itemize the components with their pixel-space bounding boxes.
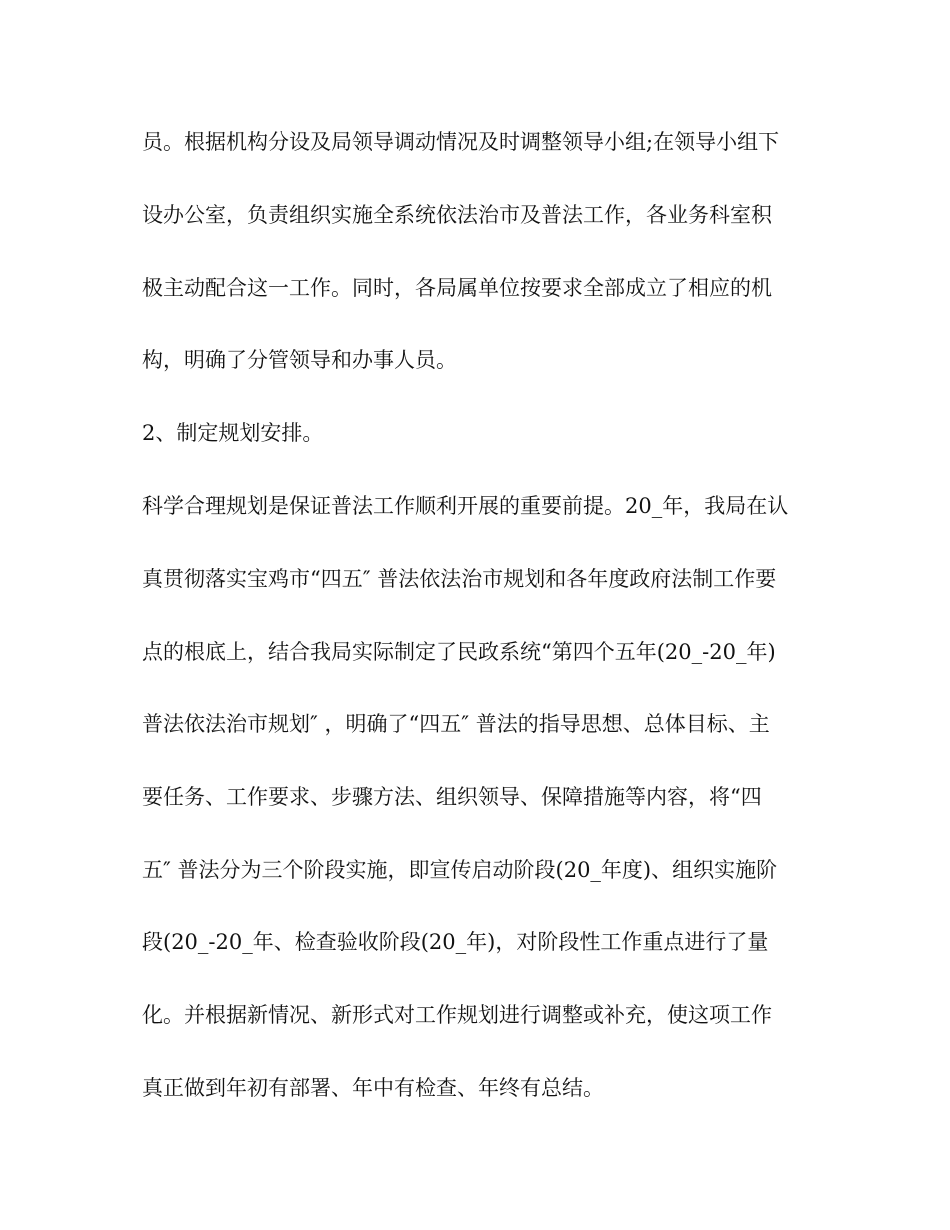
paragraph-line-7: 真贯彻落实宝鸡市“四五″ 普法依法治市规划和各年度政府法制工作要 bbox=[142, 567, 777, 591]
paragraph-line-9: 普法依法治市规划″ ，明确了“四五″ 普法的指导思想、总体目标、主 bbox=[142, 712, 770, 736]
paragraph-line-12: 段(20_-20_年、检查验收阶段(20_年)，对阶段性工作重点进行了量 bbox=[142, 930, 769, 954]
paragraph-line-1: 员。根据机构分设及局领导调动情况及时调整领导小组;在领导小组下 bbox=[142, 130, 780, 154]
paragraph-line-8: 点的根底上，结合我局实际制定了民政系统“第四个五年(20_-20_年) bbox=[142, 640, 776, 664]
paragraph-line-14: 真正做到年初有部署、年中有检查、年终有总结。 bbox=[142, 1076, 604, 1100]
paragraph-line-2: 设办公室，负责组织实施全系统依法治市及普法工作，各业务科室积 bbox=[142, 203, 772, 227]
paragraph-line-13: 化。并根据新情况、新形式对工作规划进行调整或补充，使这项工作 bbox=[142, 1003, 772, 1027]
paragraph-line-11: 五″ 普法分为三个阶段实施，即宣传启动阶段(20_年度)、组织实施阶 bbox=[142, 858, 778, 882]
paragraph-line-6: 科学合理规划是保证普法工作顺利开展的重要前提。20_年，我局在认 bbox=[142, 494, 789, 518]
paragraph-line-3: 极主动配合这一工作。同时，各局属单位按要求全部成立了相应的机 bbox=[142, 276, 772, 300]
paragraph-line-10: 要任务、工作要求、步骤方法、组织领导、保障措施等内容，将“四 bbox=[142, 785, 762, 809]
section-heading: 2、制定规划安排。 bbox=[142, 421, 324, 445]
paragraph-line-4: 构，明确了分管领导和办事人员。 bbox=[142, 348, 457, 372]
